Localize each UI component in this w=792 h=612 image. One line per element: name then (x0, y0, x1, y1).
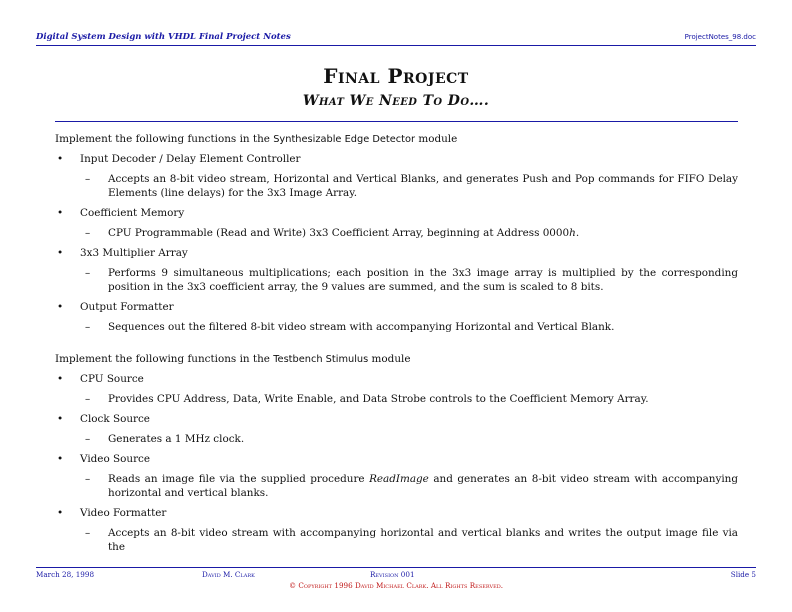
dash-icon: – (85, 393, 91, 405)
section-intro-edge-detector (55, 132, 738, 147)
list-item-detail (55, 526, 738, 554)
document-header-title: Digital System Design with VHDL Final Project Notes (36, 32, 291, 42)
intro-text: Implement the following functions in the (55, 353, 274, 365)
detail-text: Sequences out the filtered 8-bit video stream with accompanying Horizontal and Vertical Blank. (108, 321, 615, 333)
detail-text: . (575, 227, 580, 239)
dash-icon: – (85, 433, 91, 445)
module-name: Synthesizable Edge Detector (273, 134, 416, 145)
bullet-icon: • (57, 453, 64, 465)
list-item-label: Video Formatter (80, 507, 167, 519)
list-item-label: 3x3 Multiplier Array (80, 247, 188, 259)
page-title: Final Project (323, 64, 469, 88)
page-subtitle: What We Need To Do…. (302, 93, 490, 109)
header-rule (36, 45, 756, 46)
footer-revision: Revision 001 (370, 570, 415, 579)
detail-text: Accepts an 8-bit video stream, Horizontal and Vertical Blanks, and generates Push and Pop commands for FIFO Delay Elements (line delays) for the 3x3 Image Array. (108, 173, 738, 199)
detail-text: Accepts an 8-bit video stream with accompanying horizontal and vertical blanks and writes the output image file via the (108, 527, 738, 553)
dash-icon: – (85, 321, 91, 333)
intro-text: module (368, 353, 411, 365)
dash-icon: – (85, 227, 91, 239)
list-item (55, 506, 738, 520)
document-filename: ProjectNotes_98.doc (684, 33, 756, 41)
list-item-label: Clock Source (80, 413, 150, 425)
bullet-icon: • (57, 207, 64, 219)
list-item-detail (55, 432, 738, 446)
detail-italic: h (569, 227, 576, 239)
detail-text: Generates a 1 MHz clock. (108, 433, 245, 445)
list-item-detail (55, 226, 738, 240)
bullet-icon: • (57, 247, 64, 259)
footer-rule (36, 567, 756, 568)
list-item-label: Output Formatter (80, 301, 174, 313)
list-item-detail (55, 472, 738, 500)
footer-slide-number: Slide 5 (730, 570, 756, 579)
list-item (55, 300, 738, 314)
dash-icon: – (85, 267, 91, 279)
dash-icon: – (85, 473, 91, 485)
list-item (55, 152, 738, 166)
list-item-detail (55, 172, 738, 200)
bullet-icon: • (57, 301, 64, 313)
copyright-notice: © Copyright 1996 David Michael Clark. All Rights Reserved. (288, 581, 504, 590)
bullet-icon: • (57, 153, 64, 165)
list-item (55, 206, 738, 220)
detail-text: Reads an image file via the supplied procedure (108, 473, 370, 485)
list-item (55, 246, 738, 260)
list-item (55, 412, 738, 426)
bullet-icon: • (57, 373, 64, 385)
detail-text: Provides CPU Address, Data, Write Enable, and Data Strobe controls to the Coefficient Memory Array. (108, 393, 649, 405)
detail-text: Performs 9 simultaneous multiplications; each position in the 3x3 image array is multiplied by the corresponding position in the 3x3 coefficient array, the 9 values are summed, and the sum is scaled to 8 bits. (108, 267, 738, 293)
list-item (55, 372, 738, 386)
title-rule (55, 121, 738, 122)
list-item-label: Video Source (80, 453, 151, 465)
footer-author: David M. Clark (202, 570, 255, 579)
dash-icon: – (85, 173, 91, 185)
bullet-icon: • (57, 413, 64, 425)
bullet-icon: • (57, 507, 64, 519)
slide-body (55, 132, 738, 560)
intro-text: Implement the following functions in the (55, 133, 274, 145)
section-intro-testbench (55, 352, 738, 367)
list-item-detail (55, 320, 738, 334)
list-item-label: Coefficient Memory (80, 207, 185, 219)
list-item (55, 452, 738, 466)
module-name: Testbench Stimulus (273, 354, 369, 365)
detail-text: CPU Programmable (Read and Write) 3x3 Coefficient Array, beginning at Address 0000 (108, 227, 570, 239)
footer-date: March 28, 1998 (36, 570, 95, 579)
detail-text: and generates an 8-bit video stream with accompanying horizontal and vertical blanks. (108, 473, 738, 499)
list-item-detail (55, 266, 738, 294)
list-item-label: Input Decoder / Delay Element Controller (80, 153, 301, 165)
dash-icon: – (85, 527, 91, 539)
list-item-label: CPU Source (80, 373, 144, 385)
detail-italic: ReadImage (369, 473, 429, 485)
list-item-detail (55, 392, 738, 406)
intro-text: module (415, 133, 458, 145)
